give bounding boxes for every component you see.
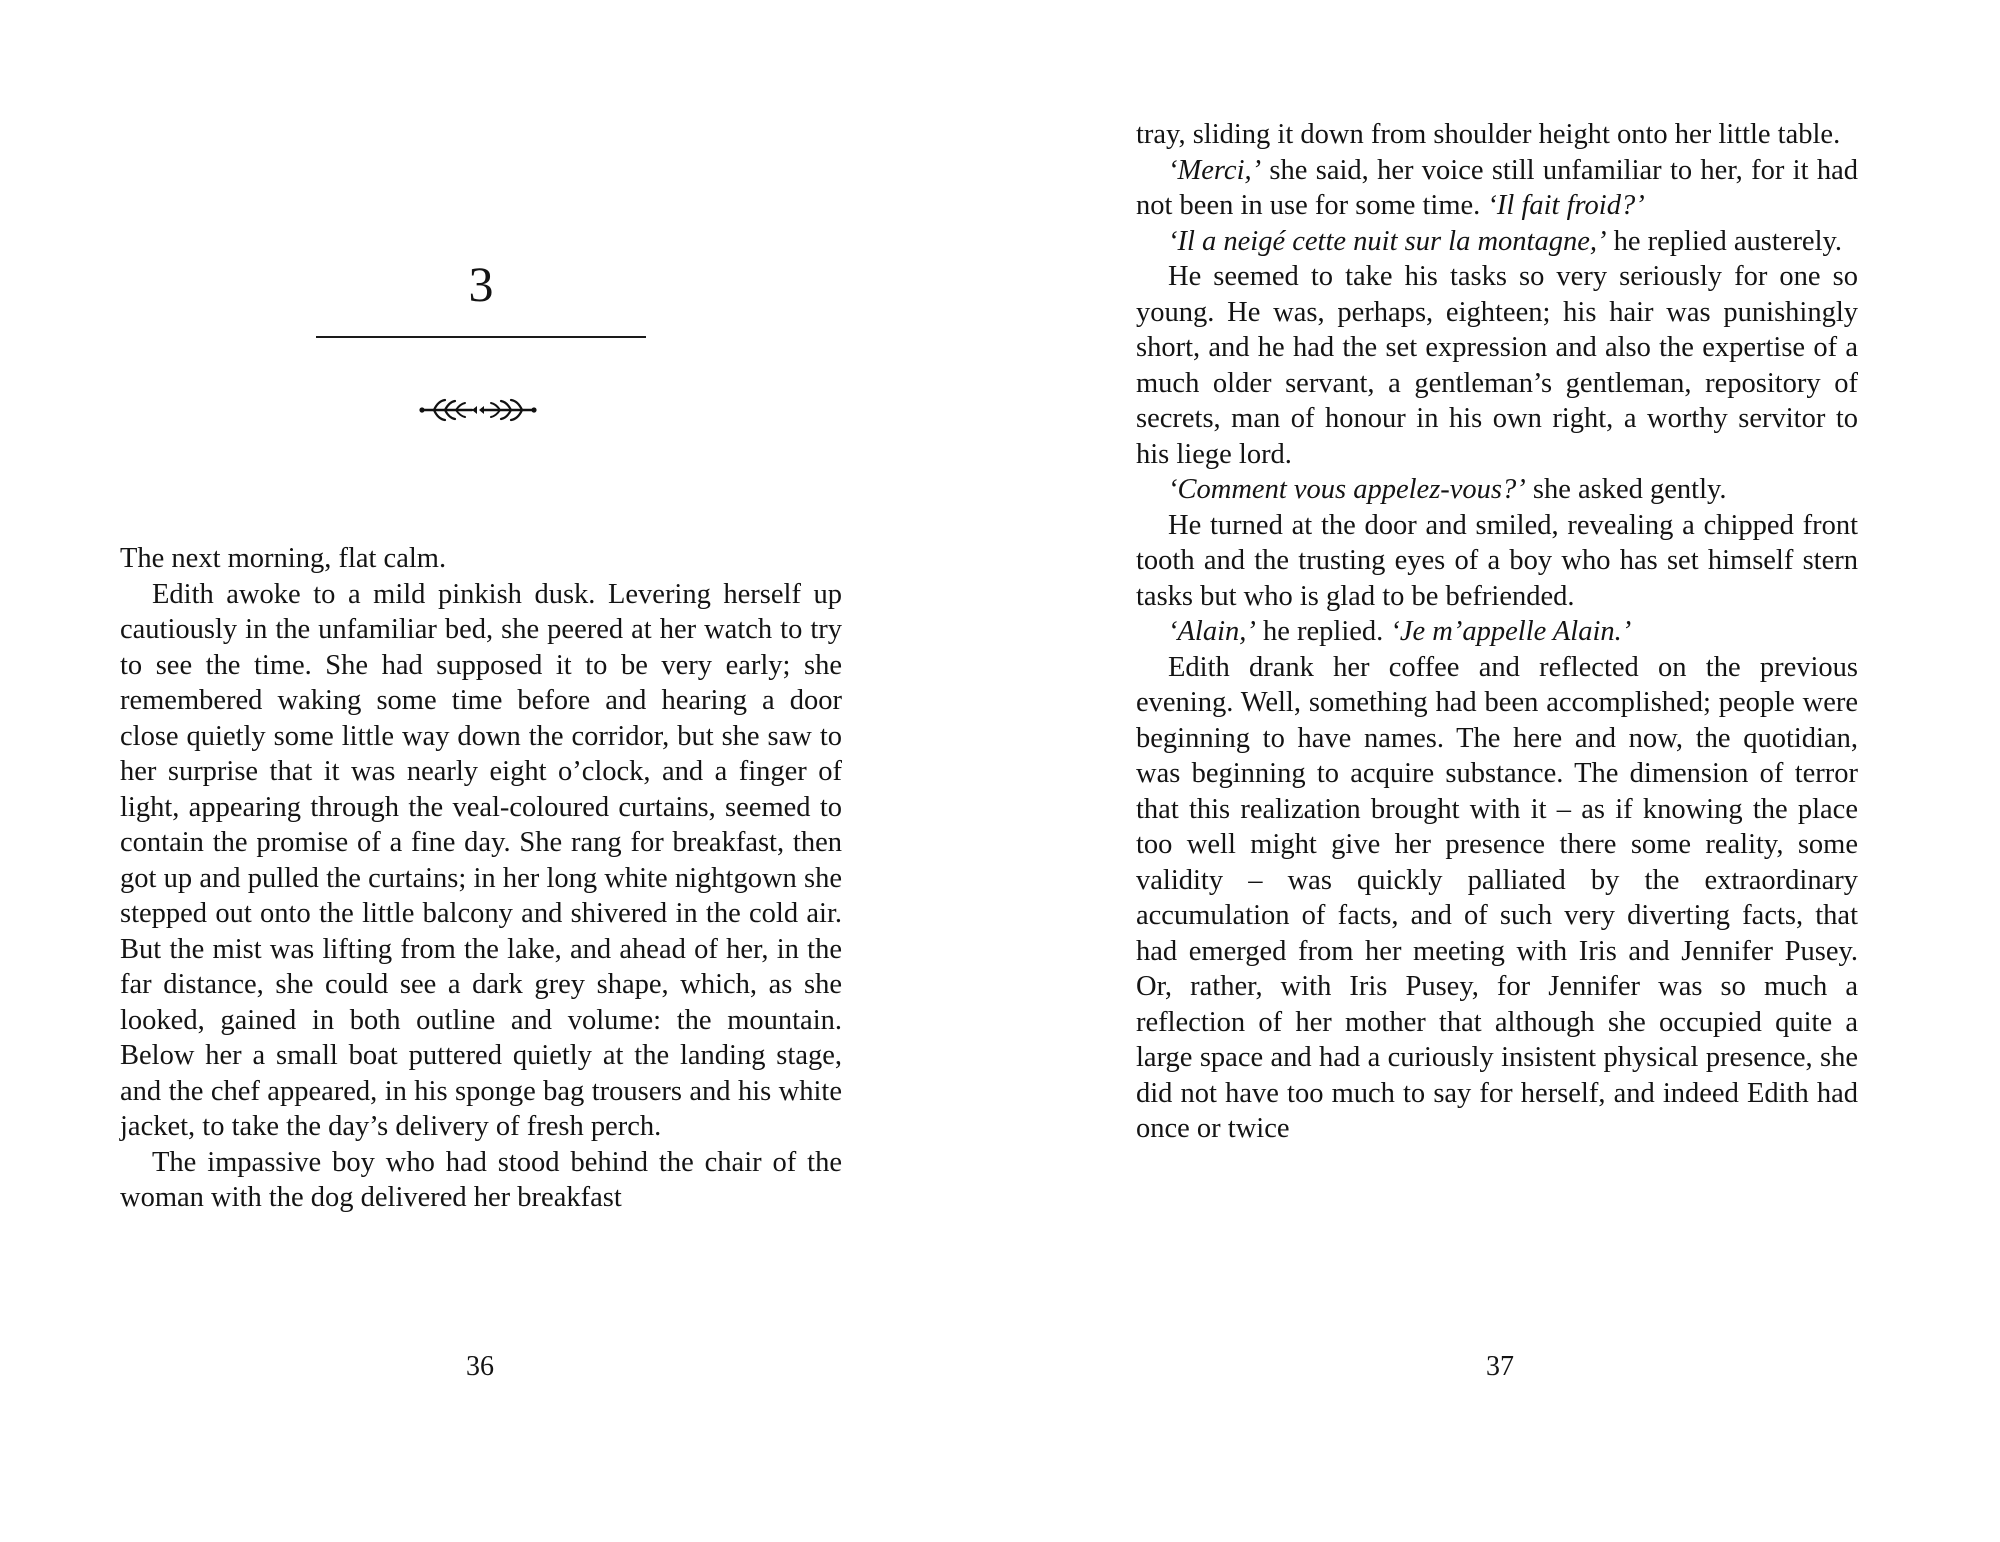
paragraph: The next morning, flat calm. xyxy=(120,543,447,574)
page-number: 36 xyxy=(466,1351,494,1382)
left-page-body xyxy=(120,541,842,1216)
chapter-rule xyxy=(316,336,646,338)
paragraph xyxy=(1136,224,1858,260)
chapter-number: 3 xyxy=(468,256,494,312)
paragraph: The impassive boy who had stood behind the chair of the woman with the dog delivered her breakfast xyxy=(120,1146,842,1213)
french-quote: ‘Il a neigé cette nuit sur la montagne,’ xyxy=(1168,225,1607,257)
paragraph: Edith drank her coffee and reflected on the previous evening. Well, something had been accomplished; people were beginning to have names. The here and now, the quotidian, was beginning to acquire substance. The dimension of terror that this realization brought with it – as if knowing the place too well might give her presence there some reality, some validity – was quickly palliated by the extraordinary accumulation of facts, and of such very diverting facts, that had emerged from her meeting with Iris and Jennifer Pusey. Or, rather, with Iris Pusey, for Jennifer was so much a reflection of her mother that although she occupied quite a large space and had a curiously insistent physical presence, she did not have too much to say for herself, and indeed Edith had once or twice xyxy=(1136,651,1858,1144)
french-quote: ‘Comment vous appelez-vous?’ xyxy=(1168,474,1526,505)
french-quote: ‘Alain,’ xyxy=(1168,616,1256,647)
french-quote: ‘Je m’appelle Alain.’ xyxy=(1390,616,1632,647)
narration: she asked gently. xyxy=(1525,474,1727,505)
right-page-body xyxy=(1136,117,1858,1147)
narration: he replied. xyxy=(1255,616,1391,647)
french-quote: ‘Merci,’ xyxy=(1168,154,1262,186)
paragraph: tray, sliding it down from shoulder height onto her little table. xyxy=(1136,119,1841,150)
right-page xyxy=(1000,0,2000,1542)
paragraph: He turned at the door and smiled, revealing a chipped front tooth and the trusting eyes of a boy who has set himself stern tasks but who is glad to be befriended. xyxy=(1136,509,1858,612)
page-number: 37 xyxy=(1486,1351,1514,1382)
paragraph xyxy=(1136,472,1858,508)
paragraph: He seemed to take his tasks so very seriously for one so young. He was, perhaps, eighteen; his hair was punishingly short, and he had the set expression and also the expertise of a much older servant, a gentleman’s gentleman, repository of secrets, man of honour in his own right, a worthy servitor to his liege lord. xyxy=(1136,261,1858,470)
narration: he replied austerely. xyxy=(1606,225,1843,257)
paragraph xyxy=(1136,153,1858,224)
paragraph xyxy=(1136,614,1858,650)
french-quote: ‘Il fait froid?’ xyxy=(1487,190,1645,221)
narration: she said, her voice still unfamiliar to her, for it had not been in use for some time. xyxy=(1136,154,1858,221)
fleuron-ornament-icon xyxy=(418,397,538,423)
paragraph: Edith awoke to a mild pinkish dusk. Levering herself up cautiously in the unfamiliar bed, she peered at her watch to try to see the time. She had supposed it to be very early; she remembered waking some time before and hearing a door close quietly some little way down the corridor, but she saw to her surprise that it was nearly eight o’clock, and a finger of light, appearing through the veal-coloured curtains, seemed to contain the promise of a fine day. She rang for breakfast, then got up and pulled the curtains; in her long white nightgown she stepped out onto the little balcony and shivered in the cold air. But the mist was lifting from the lake, and ahead of her, in the far distance, she could see a dark grey shape, which, as she looked, gained in both outline and volume: the mountain. Below her a small boat puttered quietly at the landing stage, and the chef appeared, in his sponge bag trousers and his white jacket, to take the day’s delivery of fresh perch. xyxy=(120,578,842,1142)
